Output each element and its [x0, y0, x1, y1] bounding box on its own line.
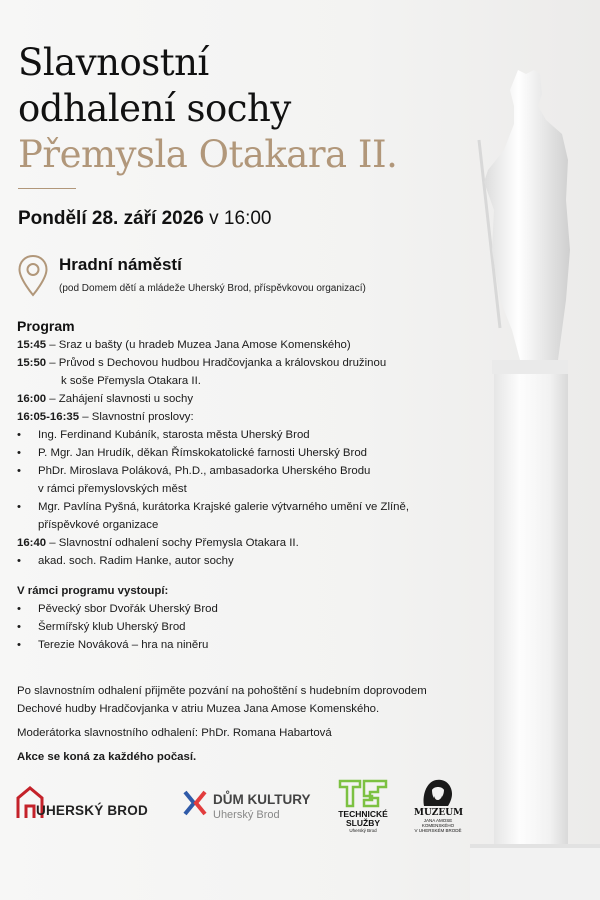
muzeum-logo-title: MUZEUM: [414, 808, 464, 818]
muzeum-logo-subtitle: JANA AMOSE KOMENSKÉHO V UHERSKÉM BRODĚ: [414, 818, 462, 833]
venue-name: Hradní náměstí: [59, 255, 182, 274]
title-line-2: odhalení sochy: [18, 87, 291, 130]
program-item: 15:50 – Průvod s Dechovou hudbou Hradčovjanka a královskou družinou: [17, 357, 387, 369]
speaker-item-continued: příspěvkové organizace: [38, 519, 159, 531]
venue-note: (pod Domem dětí a mládeže Uherský Brod, příspěvkovou organizací): [59, 283, 366, 294]
dum-kultury-logo-subtitle: Uherský Brod: [213, 809, 280, 821]
performer-item: • Terezie Nováková – hra na niněru: [17, 636, 457, 654]
partner-logos: [0, 770, 600, 840]
program-section: [17, 318, 457, 654]
moderator-line: Moderátorka slavnostního odhalení: PhDr. Romana Habartová: [17, 727, 332, 739]
performer-item: • Pěvecký sbor Dvořák Uherský Brod: [17, 600, 457, 618]
technicke-sluzby-logo-text: TECHNICKÉ SLUŽBY: [338, 809, 388, 828]
speaker-item: • P. Mgr. Jan Hrudík, děkan Římskokatolické farnosti Uherský Brod: [17, 444, 457, 462]
title-line-3: Přemysla Otakara II.: [18, 133, 398, 176]
speaker-item: • Mgr. Pavlína Pyšná, kurátorka Krajské galerie výtvarného umění ve Zlíně,: [17, 498, 457, 516]
event-date: [18, 208, 271, 230]
invite-line-2: Dechové hudby Hradčovjanka v atriu Muzea Jana Amose Komenského.: [17, 703, 380, 715]
invite-line-1: Po slavnostním odhalení přijměte pozvání na pohoštění s hudebním doprovodem: [17, 685, 427, 697]
weather-note: Akce se koná za každého počasí.: [17, 751, 197, 763]
performer-item: • Šermířský klub Uherský Brod: [17, 618, 457, 636]
speaker-item: • PhDr. Miroslava Poláková, Ph.D., ambasadorka Uherského Brodu: [17, 462, 457, 480]
dum-kultury-logo-icon: [183, 790, 207, 816]
speaker-item-continued: v rámci přemyslovských měst: [38, 483, 187, 495]
program-item-continued: k soše Přemysla Otakara II.: [61, 375, 201, 387]
event-title: [18, 40, 397, 178]
event-time: v 16:00: [209, 208, 272, 229]
muzeum-portrait-logo-icon: [418, 776, 458, 808]
uhersky-brod-logo-text: UHERSKÝ BROD: [36, 803, 148, 818]
author-item: • akad. soch. Radim Hanke, autor sochy: [17, 552, 457, 570]
program-item: 15:45 – Sraz u bašty (u hradeb Muzea Jana Amose Komenského): [17, 339, 351, 351]
performers-heading: V rámci programu vystoupí:: [17, 585, 169, 597]
program-item: 16:00 – Zahájení slavnosti u sochy: [17, 393, 194, 405]
location-pin-icon: [17, 254, 49, 298]
event-day: Pondělí 28. září 2026: [18, 208, 204, 229]
title-line-1: Slavnostní: [18, 41, 209, 84]
program-item: 16:05-16:35 – Slavnostní proslovy:: [17, 411, 194, 423]
technicke-sluzby-logo-city: Uherský Brod: [349, 828, 377, 833]
closing-info: [17, 682, 487, 766]
speaker-item: • Ing. Ferdinand Kubáník, starosta města Uherský Brod: [17, 426, 457, 444]
program-heading: Program: [17, 318, 75, 334]
program-item: 16:40 – Slavnostní odhalení sochy Přemysla Otakara II.: [17, 537, 299, 549]
title-divider: [18, 188, 76, 189]
dum-kultury-logo-title: DŮM KULTURY: [213, 792, 311, 807]
technicke-sluzby-logo-icon: [338, 778, 388, 808]
